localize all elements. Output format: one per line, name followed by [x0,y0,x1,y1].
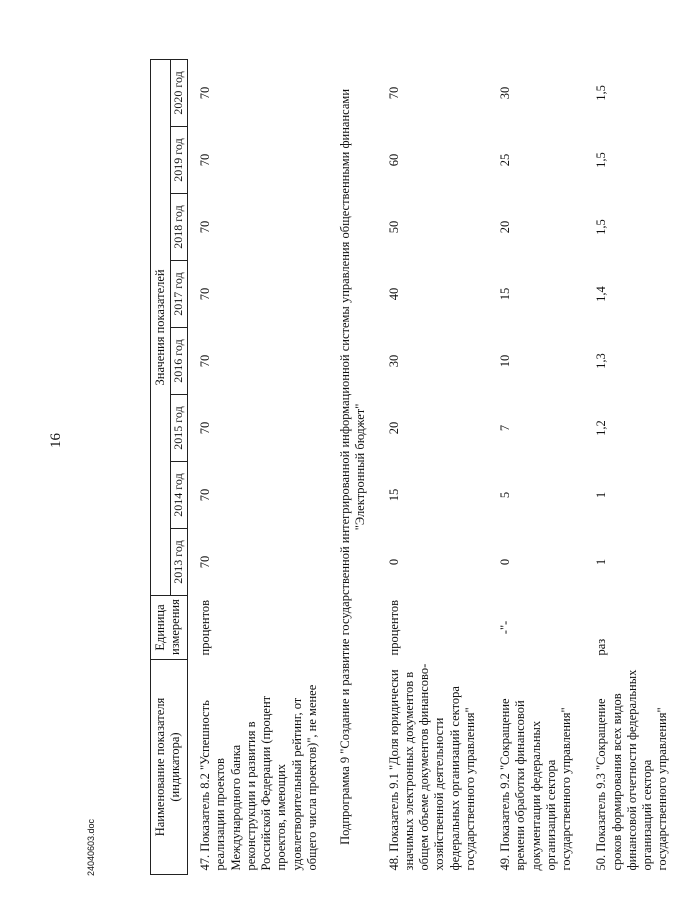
header-year: 2019 год [171,127,188,194]
indicator-name: 50. Показатель 9.3 "Сокращение сроков формирования всех видов финансовой отчетности федеральных организаций сектора государственного управления" [594,669,670,871]
indicator-value: 60 [386,153,401,167]
indicator-name: 48. Показатель 9.1 "Доля юридически значимых электронных документов в общем объеме документов финансово-хозяйственной деятельности федеральных организаций сектора государственного управления" [386,663,477,871]
indicator-value: 0 [498,558,513,566]
header-year: 2018 год [171,194,188,261]
indicator-unit: процентов [198,599,213,656]
header-unit-col: Единица измерения [151,596,188,660]
indicator-value: 70 [198,220,213,234]
indicator-unit: раз [594,638,609,656]
indicator-value: 1,5 [594,85,609,101]
indicator-value: 15 [386,488,401,502]
indicator-value: 1 [594,558,609,566]
indicator-value: 5 [498,491,513,499]
indicator-value: 1,4 [594,286,609,302]
indicator-value: 1 [594,491,609,499]
indicator-value: 50 [386,220,401,234]
indicator-value: 10 [498,354,513,368]
indicator-value: 15 [498,287,513,301]
indicator-unit: -"- [498,620,513,635]
table-row [584,59,680,874]
footer-file-code: 24040603.doc [86,818,96,876]
indicator-value: 40 [386,287,401,301]
table-row [377,59,489,874]
subprogram-title: Подпрограмма 9 "Создание и развитие государственной интегрированной информационной системы управления общественными финансами "Электронный бюджет" [338,88,368,845]
indicator-value: 70 [198,555,213,569]
indicator-value: 7 [498,424,513,432]
indicator-value: 1,5 [594,152,609,168]
indicator-value: 70 [198,354,213,368]
header-year: 2014 год [171,462,188,529]
indicator-value: 70 [198,287,213,301]
indicator-value: 0 [386,558,401,566]
indicator-name: 49. Показатель 9.2 "Сокращение времени обработки финансовой документации федеральных организаций сектора государственного управления" [498,698,574,871]
indicator-value: 70 [198,421,213,435]
indicator-value: 70 [198,86,213,100]
header-year: 2015 год [171,395,188,462]
indicator-value: 30 [386,354,401,368]
indicator-value: 70 [198,153,213,167]
indicator-value: 30 [498,86,513,100]
indicator-unit: процентов [386,599,401,656]
page-number: 16 [48,433,64,448]
indicator-value: 1,3 [594,353,609,369]
header-values-group: Значения показателей [151,59,171,595]
indicator-value: 70 [198,488,213,502]
header-name-col: Наименование показателя (индикатора) [151,660,188,875]
table-row [188,59,331,874]
subprogram-row [330,59,377,874]
header-year: 2017 год [171,261,188,328]
indicator-value: 20 [498,220,513,234]
header-year: 2016 год [171,328,188,395]
indicator-value: 20 [386,421,401,435]
indicators-table [150,59,681,875]
rotated-table-container [150,60,670,875]
table-row [488,59,584,874]
indicator-value: 1,2 [594,420,609,436]
indicator-value: 1,5 [594,219,609,235]
indicator-name: 47. Показатель 8.2 "Успешность реализации проектов Международного банка реконструкции и развития в Российской Федерации (процент проектов, имеющих удовлетворительный рейтинг, от общего числа проектов)", не менее [198,684,319,871]
indicator-value: 25 [498,153,513,167]
table-header-row [151,59,171,874]
header-year: 2013 год [171,529,188,596]
header-year: 2020 год [171,59,188,126]
indicator-value: 70 [386,86,401,100]
